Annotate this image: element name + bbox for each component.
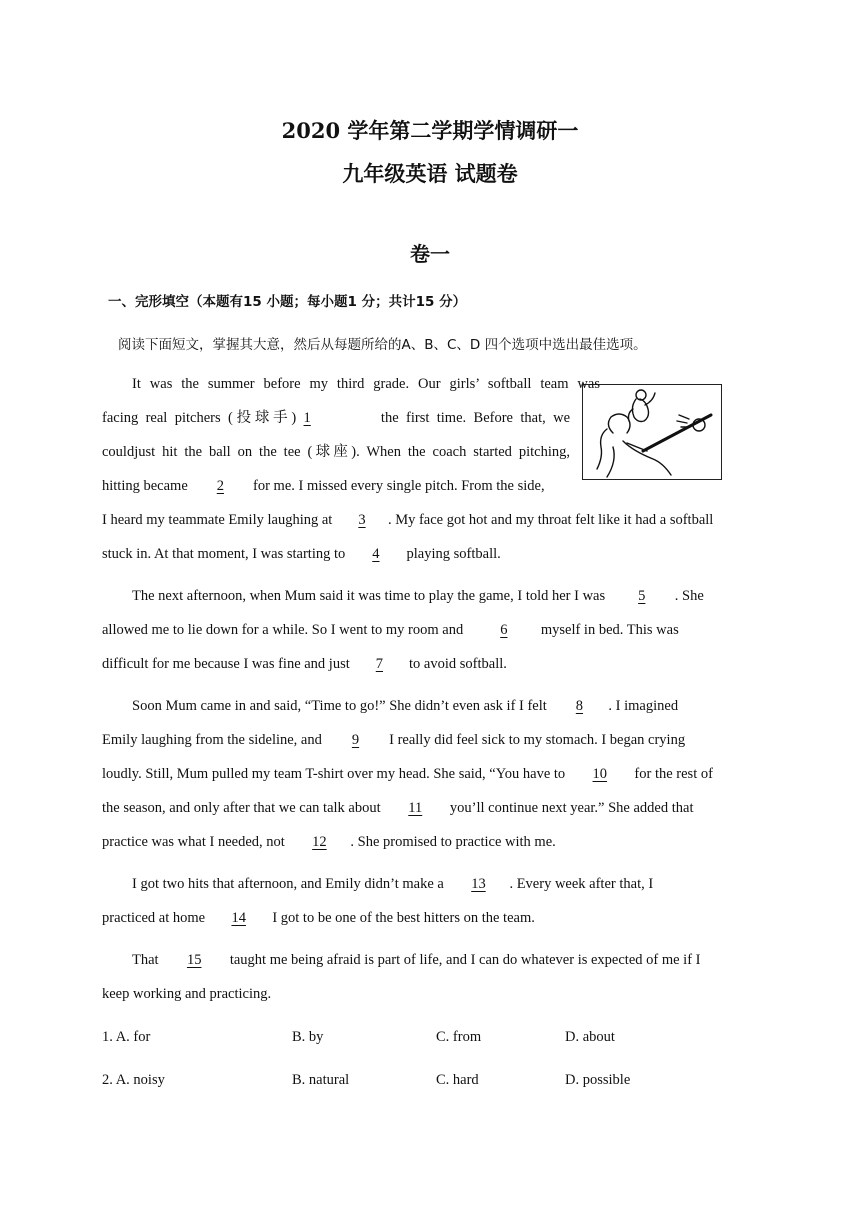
option-1-b[interactable]: B. by	[292, 1029, 324, 1045]
blank-8[interactable]: 8	[575, 698, 584, 714]
passage-line: I got two hits that afternoon, and Emily didn’t make a 13 . Every week after that, I	[132, 876, 654, 892]
blank-5[interactable]: 5	[638, 588, 646, 604]
passage-line: It was the summer before my third grade. Our girls’ softball team was	[132, 376, 600, 392]
blank-2[interactable]: 2	[216, 478, 225, 494]
blank-6[interactable]: 6	[500, 622, 508, 638]
blank-14[interactable]: 14	[231, 910, 246, 926]
passage-line: practice was what I needed, not 12 . She promised to practice with me.	[102, 834, 556, 850]
blank-13[interactable]: 13	[471, 876, 486, 892]
softball-illustration	[582, 384, 722, 480]
passage-line: couldjust hit the ball on the tee (球座). When the coach started pitching,	[102, 444, 570, 460]
blank-1[interactable]: 1	[303, 410, 311, 426]
passage-line: hitting became 2 for me. I missed every single pitch. From the side,	[102, 478, 545, 494]
option-1-a[interactable]: 1. A. for	[102, 1029, 151, 1045]
passage-line: The next afternoon, when Mum said it was time to play the game, I told her I was 5 . She	[132, 588, 704, 604]
passage-line: allowed me to lie down for a while. So I went to my room and 6 myself in bed. This was	[102, 622, 679, 638]
option-1-d[interactable]: D. about	[565, 1029, 615, 1045]
volume-heading: 卷一	[410, 242, 450, 266]
blank-11[interactable]: 11	[408, 800, 423, 816]
option-2-b[interactable]: B. natural	[292, 1072, 350, 1088]
passage-line: That 15 taught me being afraid is part of life, and I can do whatever is expected of me if I	[132, 952, 701, 968]
exam-title: 2020 学年第二学期学情调研一	[281, 118, 579, 143]
blank-7[interactable]: 7	[375, 656, 384, 672]
blank-4[interactable]: 4	[372, 546, 380, 562]
passage-line: difficult for me because I was fine and just 7 to avoid softball.	[102, 656, 507, 672]
option-2-d[interactable]: D. possible	[565, 1072, 631, 1088]
passage-line: keep working and practicing.	[102, 986, 272, 1002]
blank-10[interactable]: 10	[592, 766, 608, 782]
blank-15[interactable]: 15	[186, 952, 202, 968]
passage-line: Soon Mum came in and said, “Time to go!” She didn’t even ask if I felt 8 . I imagined	[132, 698, 679, 714]
passage-line: I heard my teammate Emily laughing at 3 . My face got hot and my throat felt like it had a softball	[102, 512, 714, 528]
passage-line: facing real pitchers (投球手) 1 the first time. Before that, we	[102, 410, 571, 426]
passage-line: Emily laughing from the sideline, and 9 I really did feel sick to my stomach. I began crying	[102, 732, 686, 748]
section-heading: 一、完形填空（本题有15 小题；每小题1 分；共计15 分）	[108, 294, 467, 310]
option-2-a[interactable]: 2. A. noisy	[102, 1072, 165, 1088]
blank-3[interactable]: 3	[358, 512, 366, 528]
exam-subtitle: 九年级英语 试题卷	[342, 161, 518, 186]
softball-batter-pitcher-illustration-icon	[583, 385, 721, 479]
passage-line: the season, and only after that we can talk about 11 you’ll continue next year.” She added that	[102, 800, 694, 816]
passage-line: loudly. Still, Mum pulled my team T-shirt over my head. She said, “You have to 10 for the rest of	[102, 766, 713, 782]
instruction-text: 阅读下面短文，掌握其大意，然后从每题所给的A、B、C、D 四个选项中选出最佳选项。	[118, 337, 647, 353]
passage-line: practiced at home 14 I got to be one of the best hitters on the team.	[102, 910, 535, 926]
blank-9[interactable]: 9	[351, 732, 360, 748]
option-2-c[interactable]: C. hard	[436, 1072, 479, 1088]
blank-12[interactable]: 12	[312, 834, 327, 850]
option-1-c[interactable]: C. from	[436, 1029, 482, 1045]
passage-line: stuck in. At that moment, I was starting to 4 playing softball.	[102, 546, 501, 562]
